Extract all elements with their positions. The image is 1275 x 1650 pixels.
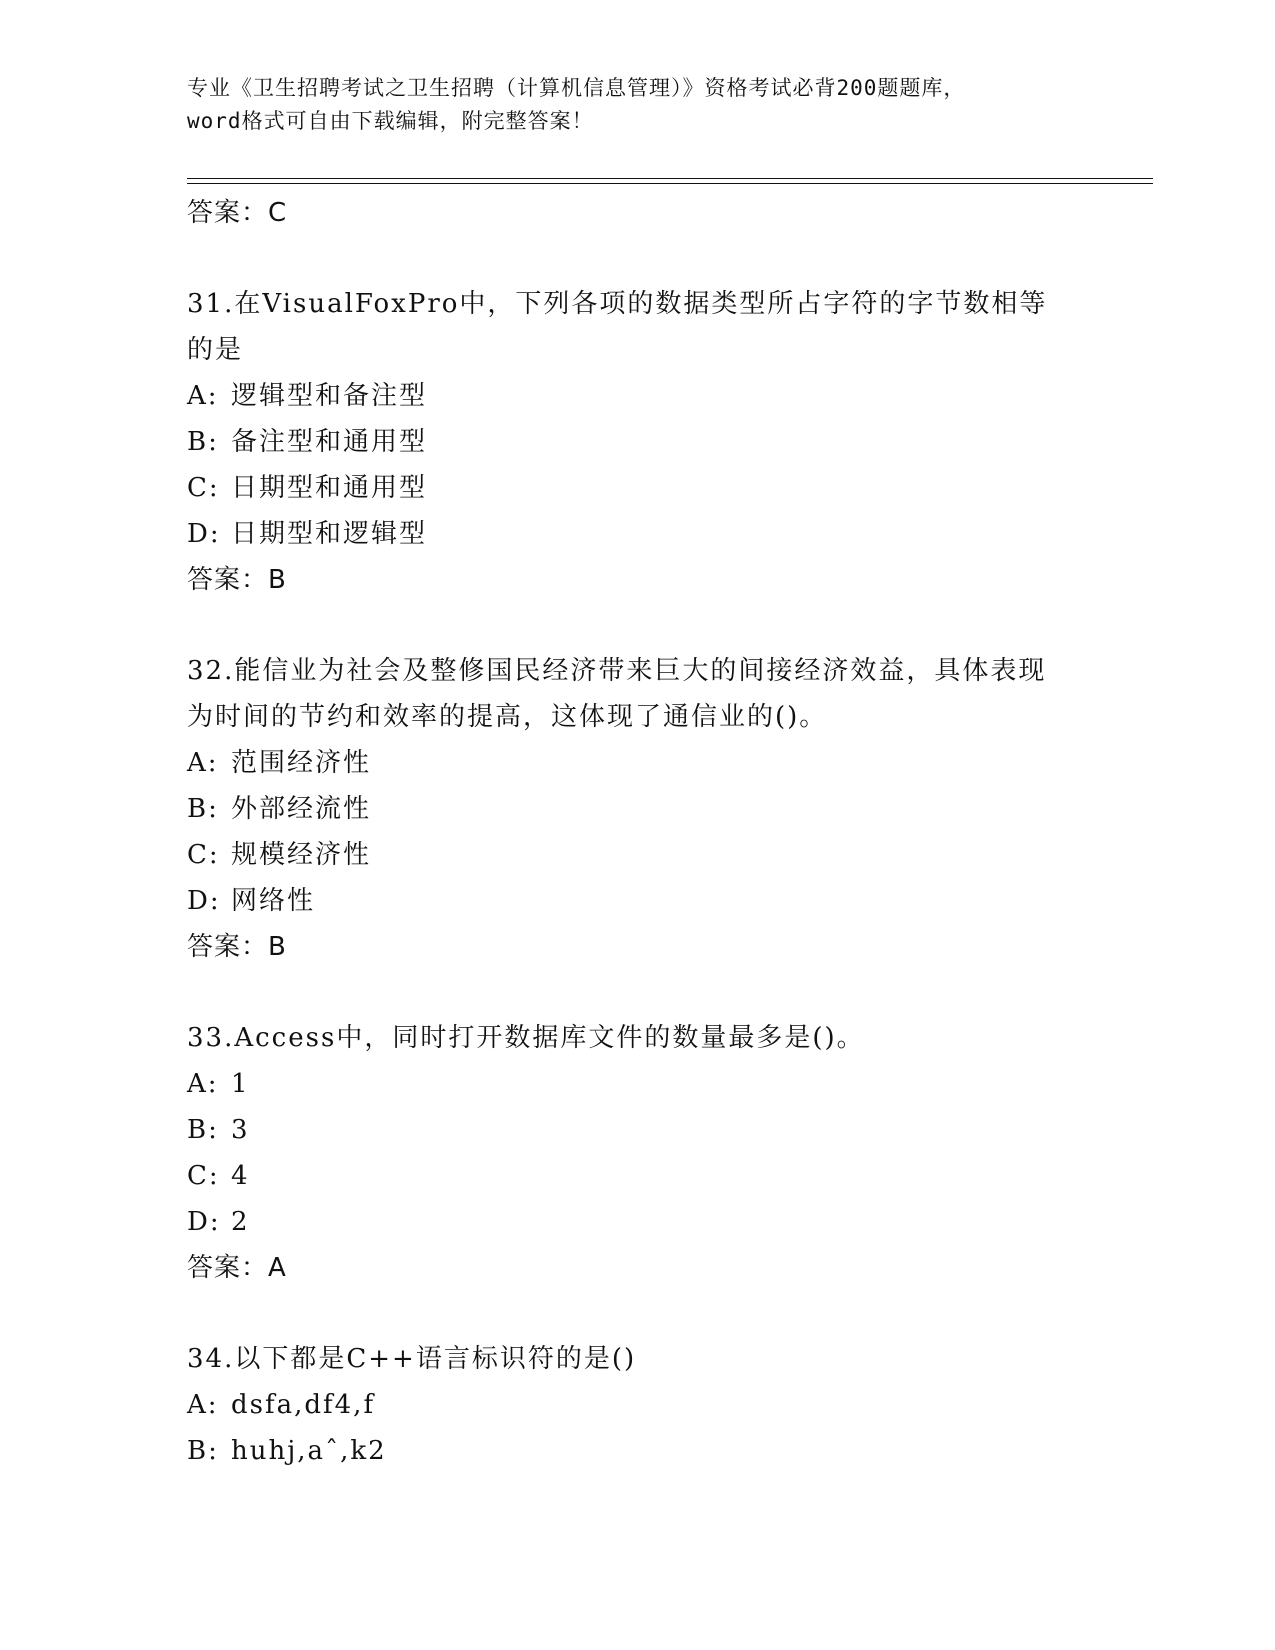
option-b: [187, 786, 1107, 832]
option-b: [187, 1428, 1107, 1474]
option-c: [187, 1153, 1107, 1199]
option-text: 网络性: [231, 886, 316, 916]
option-text: 逻辑型和备注型: [231, 381, 428, 411]
option-letter: C:: [187, 1161, 220, 1191]
option-letter: A:: [187, 1069, 219, 1099]
question-block: [187, 648, 1107, 970]
option-text: 日期型和通用型: [231, 473, 428, 503]
question-text-line: 32.能信业为社会及整修国民经济带来巨大的间接经济效益，具体表现: [187, 656, 1047, 686]
option-a: [187, 373, 1107, 419]
option-letter: B:: [187, 1436, 219, 1466]
option-c: [187, 465, 1107, 511]
answer-line: 答案：A: [187, 1253, 287, 1283]
option-a: [187, 740, 1107, 786]
option-letter: D:: [187, 1207, 221, 1237]
question-text-line: 34.以下都是C++语言标识符的是(): [187, 1344, 637, 1374]
header-line-2: word格式可自由下载编辑，附完整答案！: [187, 109, 594, 133]
option-letter: A:: [187, 381, 219, 411]
option-letter: B:: [187, 794, 219, 824]
option-letter: A:: [187, 1390, 219, 1420]
option-a: [187, 1061, 1107, 1107]
option-b: [187, 419, 1107, 465]
header-line-1: 专业《卫生招聘考试之卫生招聘（计算机信息管理）》资格考试必背200题题库，: [187, 76, 966, 100]
option-text: 外部经流性: [231, 794, 372, 824]
question-text-line: 的是: [187, 335, 244, 365]
option-letter: B:: [187, 1115, 219, 1145]
question-block: [187, 1015, 1107, 1291]
option-letter: D:: [187, 519, 221, 549]
spacer: [187, 970, 1107, 1015]
option-letter: C:: [187, 840, 220, 870]
option-letter: C:: [187, 473, 220, 503]
option-text: dsfa,df4,f: [231, 1390, 376, 1420]
option-text: 日期型和逻辑型: [231, 519, 428, 549]
document-header: [187, 72, 1107, 138]
question-block: [187, 281, 1107, 603]
question-text-line: 31.在VisualFoxPro中，下列各项的数据类型所占字符的字节数相等: [187, 289, 1048, 319]
option-d: [187, 511, 1107, 557]
option-text: huhj,aˆ,k2: [231, 1436, 387, 1466]
answer-line: 答案：B: [187, 932, 287, 962]
option-text: 范围经济性: [231, 748, 372, 778]
spacer: [187, 1291, 1107, 1336]
option-d: [187, 1199, 1107, 1245]
option-text: 4: [231, 1161, 250, 1191]
option-text: 3: [231, 1115, 250, 1145]
option-text: 规模经济性: [231, 840, 372, 870]
question-block: [187, 1336, 1107, 1474]
option-a: [187, 1382, 1107, 1428]
option-text: 2: [231, 1207, 250, 1237]
spacer: [187, 603, 1107, 648]
question-list: [187, 190, 1107, 1474]
option-c: [187, 832, 1107, 878]
spacer: [187, 236, 1107, 281]
question-text-line: 为时间的节约和效率的提高，这体现了通信业的()。: [187, 702, 828, 732]
header-rule-top: [187, 178, 1153, 179]
option-text: 1: [231, 1069, 250, 1099]
previous-answer: 答案：C: [187, 198, 288, 228]
option-b: [187, 1107, 1107, 1153]
answer-line: 答案：B: [187, 565, 287, 595]
option-letter: A:: [187, 748, 219, 778]
option-d: [187, 878, 1107, 924]
header-rule-bottom: [187, 183, 1153, 184]
option-letter: D:: [187, 886, 221, 916]
question-text-line: 33.Access中，同时打开数据库文件的数量最多是()。: [187, 1023, 865, 1053]
option-text: 备注型和通用型: [231, 427, 428, 457]
option-letter: B:: [187, 427, 219, 457]
